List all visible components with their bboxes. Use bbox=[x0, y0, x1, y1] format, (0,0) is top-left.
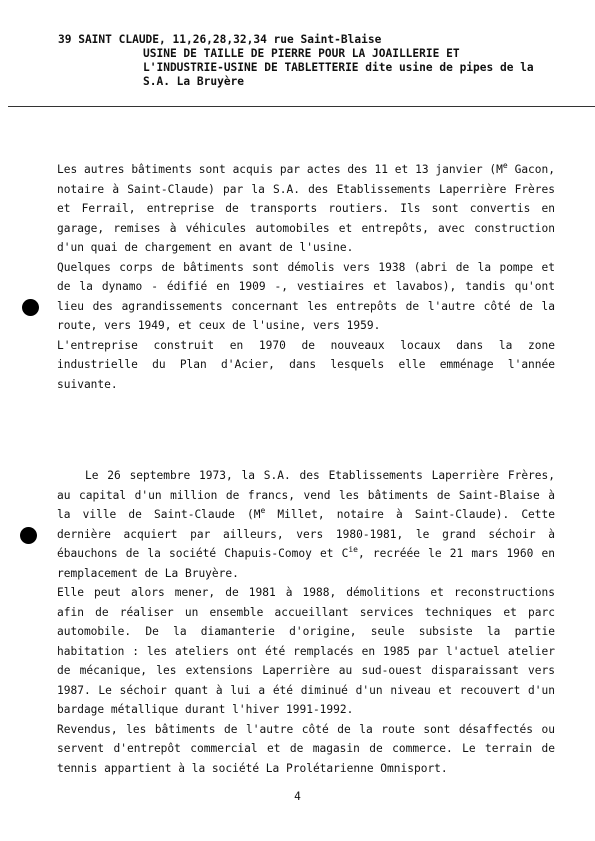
section-acquisitions bbox=[57, 160, 555, 394]
paragraph: Le 26 septembre 1973, la S.A. des Etablissements Laperrière Frères, au capital d'un million de francs, vend les bâtiments de Saint-Blaise à la ville de Saint-Claude (Me Millet, notaire à Saint-Claude). Cette dernière acquiert par ailleurs, vers 1980-1981, le grand séchoir à ébauchons de la société Chapuis-Comoy et $C^{ie}$, recréée le 21 mars 1960 en remplacement de La Bruyère. bbox=[57, 469, 555, 580]
header-divider bbox=[8, 106, 595, 107]
paragraph: Revendus, les bâtiments de l'autre côté de la route sont désaffectés ou servent d'entrepôt commercial et de magasin de commerce. Le terrain de tennis appartient à la société La Prolétarienne Omnisport. bbox=[57, 722, 555, 775]
margin-bullet-mark bbox=[20, 527, 37, 544]
header-line-1: 39 SAINT CLAUDE, 11,26,28,32,34 rue Saint-Blaise bbox=[58, 33, 382, 46]
section-sale bbox=[57, 466, 555, 778]
page-number: 4 bbox=[294, 790, 301, 803]
document-header bbox=[58, 33, 578, 89]
paragraph: Les autres bâtiments sont acquis par actes des 11 et 13 janvier (Me Gacon, notaire à Saint-Claude) par la S.A. des Etablissements Laperrière Frères et Ferrail, entreprise de transports routiers. Ils sont convertis en garage, remises à véhicules automobiles et entrepôts, avec construction d'un quai de chargement en avant de l'usine. bbox=[57, 161, 555, 254]
header-line-2: USINE DE TAILLE DE PIERRE POUR LA JOAILLERIE ET bbox=[143, 47, 460, 60]
header-line-3: L'INDUSTRIE-USINE DE TABLETTERIE dite usine de pipes de la bbox=[143, 61, 534, 74]
paragraph: L'entreprise construit en 1970 de nouveaux locaux dans la zone industrielle du Plan d'Acier, dans lesquels elle emménage l'année suivante. bbox=[57, 338, 555, 391]
paragraph: Elle peut alors mener, de 1981 à 1988, démolitions et reconstructions afin de réaliser un ensemble accueillant services techniques et parc automobile. De la diamanterie d'origine, seule subsiste la partie habitation : les ateliers ont été remplacés en 1985 par l'actuel atelier de mécanique, les extensions Laperrière au sud-ouest disparaissant vers 1987. Le séchoir quant à lui a été diminué d'un niveau et recouvert d'un bardage métallique durant l'hiver 1991-1992. bbox=[57, 586, 555, 716]
header-line-4: S.A. La Bruyère bbox=[143, 75, 245, 88]
paragraph: Quelques corps de bâtiments sont démolis vers 1938 (abri de la pompe et de la dynamo - édifié en 1909 -, vestiaires et lavabos), tandis qu'ont lieu des agrandissements concernant les entrepôts de l'autre côté de la route, vers 1949, et ceux de l'usine, vers 1959. bbox=[57, 260, 555, 332]
margin-bullet-mark bbox=[22, 299, 39, 316]
